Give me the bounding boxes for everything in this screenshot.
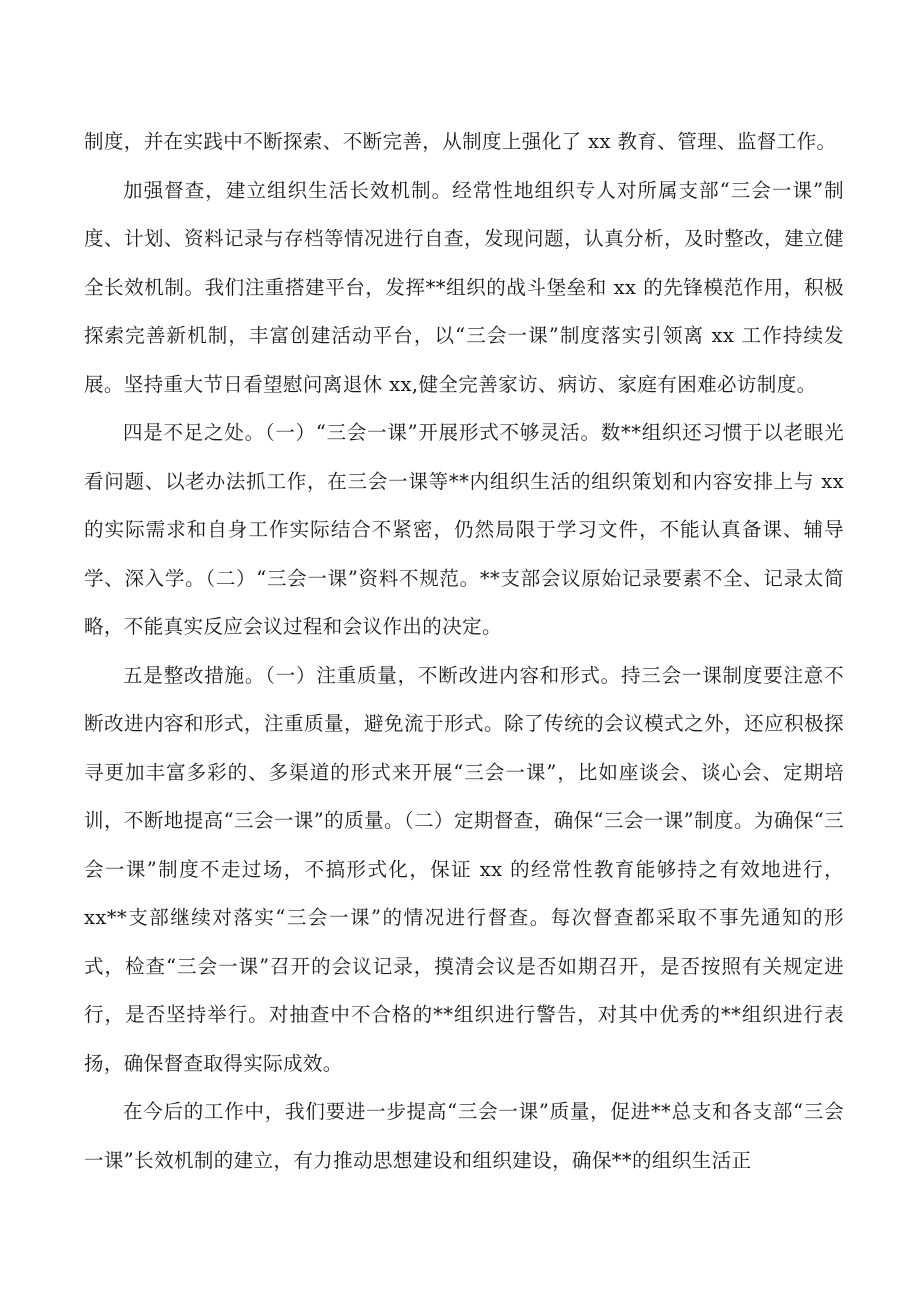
paragraph-continuation: 制度，并在实践中不断探索、不断完善，从制度上强化了 xx 教育、管理、监督工作。 xyxy=(84,130,837,153)
paragraph-future-work: 在今后的工作中，我们要进一步提高“三会一课”质量，促进**总支和各支部“三会一课”长效机制的建立，有力推动思想建设和组织建设，确保**的组织生活正 xyxy=(84,1100,844,1172)
paragraph-shortcomings: 四是不足之处。（一）“三会一课”开展形式不够灵活。数**组织还习惯于以老眼光看问题、以老办法抓工作，在三会一课等**内组织生活的组织策划和内容安排上与 xx 的实际需求和自身工作实际结合不紧密，仍然局限于学习文件，不能认真备课、辅导学、深入学。（二）“三会一课”资料不规范。**支部会议原始记录要素不全、记录太简略，不能真实反应会议过程和会议作出的决定。 xyxy=(84,421,844,638)
paragraph-rectification: 五是整改措施。（一）注重质量，不断改进内容和形式。持三会一课制度要注意不断改进内容和形式，注重质量，避免流于形式。除了传统的会议模式之外，还应积极探寻更加丰富多彩的、多渠道的形式来开展“三会一课”，比如座谈会、谈心会、定期培训，不断地提高“三会一课”的质量。（二）定期督查，确保“三会一课”制度。为确保“三会一课”制度不走过场，不搞形式化，保证 xx 的经常性教育能够持之有效地进行，xx**支部继续对落实“三会一课”的情况进行督查。每次督查都采取不事先通知的形式，检查“三会一课”召开的会议记录，摸清会议是否如期召开，是否按照有关规定进行，是否坚持举行。对抽查中不合格的**组织进行警告，对其中优秀的**组织进行表扬，确保督查取得实际成效。 xyxy=(84,663,844,1075)
document-body xyxy=(84,118,844,1185)
paragraph-supervision: 加强督查，建立组织生活长效机制。经常性地组织专人对所属支部“三会一课”制度、计划、资料记录与存档等情况进行自查，发现问题，认真分析，及时整改，建立健全长效机制。我们注重搭建平台，发挥**组织的战斗堡垒和 xx 的先锋模范作用，积极探索完善新机制，丰富创建活动平台，以“三会一课”制度落实引领离 xx 工作持续发展。坚持重大节日看望慰问离退休 xx,健全完善家访、病访、家庭有困难必访制度。 xyxy=(84,178,844,396)
